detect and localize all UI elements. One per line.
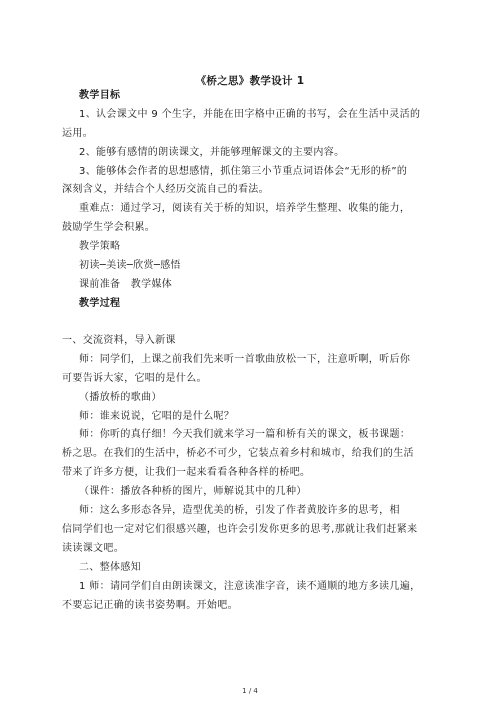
- paragraph-line: （课件：播放各种桥的图片，师解说其中的几种）: [79, 486, 307, 497]
- heading-teaching-process: 教学过程: [79, 298, 121, 309]
- paragraph-line: 信同学们也一定对它们很感兴趣，也许会引发你更多的思考,那就让我们赶紧来: [62, 524, 418, 535]
- paragraph-line: 1 师：请同学们自由朗读课文，注意读准字音，读不通顺的地方多读几遍，: [79, 581, 421, 592]
- document-title: 《桥之思》教学设计 1: [195, 75, 305, 87]
- paragraph-line: 桥之思。在我们的生活中，桥必不可少，它装点着乡村和城市，给我们的生活: [62, 448, 414, 459]
- paragraph-line: 课前准备 教学媒体: [79, 279, 173, 290]
- paragraph-line: 运用。: [62, 128, 94, 139]
- paragraph-line: 师：同学们，上课之前我们先来听一首歌曲放松一下，注意听啊，听后你: [79, 354, 411, 365]
- paragraph-line: （播放桥的歌曲）: [79, 392, 162, 403]
- paragraph-line: 可要告诉大家，它唱的是什么。: [62, 373, 207, 384]
- paragraph-line: 重难点：通过学习，阅读有关于桥的知识，培养学生整理、收集的能力，: [79, 203, 411, 214]
- page-number: 1 / 4: [242, 687, 258, 695]
- paragraph-line: 1、认会课文中 9 个生字，并能在田字格中正确的书写，会在生活中灵活的: [79, 109, 421, 120]
- section-heading: 二、整体感知: [79, 562, 142, 573]
- heading-teaching-strategy: 教学策略: [79, 241, 121, 252]
- paragraph-line: 带来了许多方便，让我们一起来看看各种各样的桥吧。: [62, 467, 311, 478]
- paragraph-line: 初读─美读─欣赏─感悟: [79, 260, 181, 271]
- paragraph-line: 师：谁来说说，它唱的是什么呢？: [79, 411, 235, 422]
- paragraph-line: 师：你听的真仔细！今天我们就来学习一篇和桥有关的课文，板书课题：: [79, 429, 411, 440]
- paragraph-line: 读读课文吧。: [62, 543, 125, 554]
- paragraph-line: 2、能够有感情的朗读课文，并能够理解课文的主要内容。: [79, 147, 345, 158]
- heading-teaching-goals: 教学目标: [79, 90, 121, 101]
- paragraph-line: 深刻含义，并结合个人经历交流自己的看法。: [62, 184, 269, 195]
- section-heading: 一、交流资料，导入新课: [62, 335, 176, 346]
- paragraph-line: 不要忘记正确的读书姿势啊。开始吧。: [62, 600, 238, 611]
- paragraph-line: 3、能够体会作者的思想感情，抓住第三小节重点词语体会“无形的桥”的: [79, 166, 408, 177]
- paragraph-line: 师：这么多形态各异，造型优美的桥，引发了作者黄胶许多的思考，相: [79, 505, 400, 516]
- paragraph-line: 鼓励学生学会积累。: [62, 222, 156, 233]
